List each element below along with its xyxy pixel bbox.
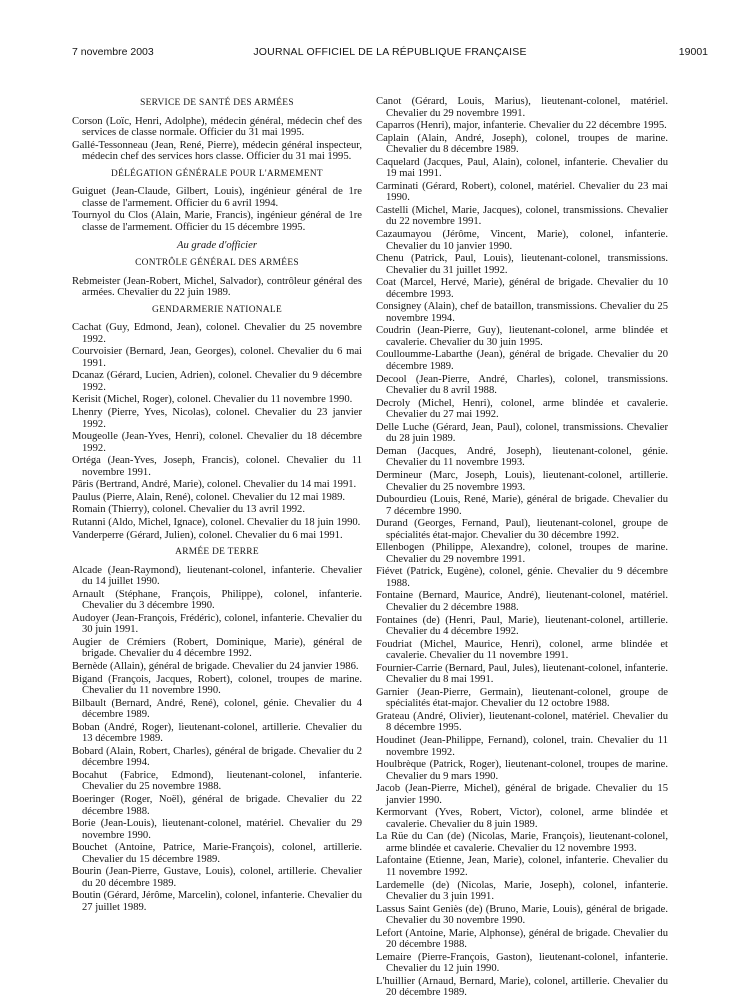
- decoration-entry: Augier de Crémiers (Robert, Dominique, Marie), général de brigade. Chevalier du 4 décembre 1992.: [72, 636, 362, 660]
- journal-title: JOURNAL OFFICIEL DE LA RÉPUBLIQUE FRANÇAISE: [253, 46, 527, 58]
- decoration-entry: Borie (Jean-Louis), lieutenant-colonel, matériel. Chevalier du 29 novembre 1990.: [72, 818, 362, 841]
- decoration-entry: Rebmeister (Jean-Robert, Michel, Salvador), contrôleur général des armées. Chevalier du 22 juin 1989.: [72, 275, 362, 299]
- decoration-entry: La Rüe du Can (de) (Nicolas, Marie, François), lieutenant-colonel, arme blindée et cavalerie. Chevalier du 12 novembre 1993.: [376, 831, 668, 854]
- decoration-entry: Paulus (Pierre, Alain, René), colonel. Chevalier du 12 mai 1989.: [72, 491, 346, 503]
- decoration-entry: Foudriat (Michel, Maurice, Henri), colonel, arme blindée et cavalerie. Chevalier du 11 novembre 1991.: [376, 638, 668, 662]
- decoration-entry: Guiguet (Jean-Claude, Gilbert, Louis), ingénieur général de 1re classe de l'armement. Officier du 6 avril 1994.: [72, 186, 362, 209]
- decoration-entry: Coulloumme-Labarthe (Jean), général de brigade. Chevalier du 20 décembre 1989.: [376, 349, 668, 373]
- decoration-entry: Jacob (Jean-Pierre, Michel), général de brigade. Chevalier du 15 janvier 1990.: [376, 783, 668, 806]
- decoration-entry: Caplain (Alain, André, Joseph), colonel, troupes de marine. Chevalier du 8 décembre 1989.: [376, 132, 668, 156]
- decoration-entry: Coudrin (Jean-Pierre, Guy), lieutenant-colonel, arme blindée et cavalerie. Chevalier du 30 juin 1995.: [376, 325, 668, 348]
- section-heading: CONTRÔLE GÉNÉRAL DES ARMÉES: [135, 258, 299, 269]
- decoration-entry: Corson (Loïc, Henri, Adolphe), médecin général, médecin chef des services de classe normale. Officier du 31 mai 1995.: [72, 115, 362, 139]
- decoration-entry: Consigney (Alain), chef de bataillon, transmissions. Chevalier du 25 novembre 1994.: [376, 301, 668, 324]
- grade-heading: Au grade d'officier: [177, 240, 257, 252]
- decoration-entry: Houlbrèque (Patrick, Roger), lieutenant-colonel, troupes de marine. Chevalier du 9 mars 1990.: [376, 759, 668, 782]
- decoration-entry: Garnier (Jean-Pierre, Germain), lieutenant-colonel, groupe de spécialités état-major. Chevalier du 12 octobre 1988.: [376, 686, 668, 710]
- decoration-entry: Fontaines (de) (Henri, Paul, Marie), lieutenant-colonel, artillerie. Chevalier du 4 décembre 1992.: [376, 614, 668, 638]
- page-header: [72, 46, 708, 62]
- decoration-entry: Bilbault (Bernard, André, René), colonel, génie. Chevalier du 4 décembre 1989.: [72, 697, 362, 721]
- decoration-entry: Arnault (Stéphane, François, Philippe), colonel, infanterie. Chevalier du 3 décembre 1990.: [72, 588, 362, 612]
- decoration-entry: Durand (Georges, Fernand, Paul), lieutenant-colonel, groupe de spécialités état-major. Chevalier du 30 décembre 1992.: [376, 518, 668, 541]
- decoration-entry: Boutin (Gérard, Jérôme, Marcelin), colonel, infanterie. Chevalier du 27 juillet 1989.: [72, 890, 362, 913]
- decoration-entry: Gallé-Tessonneau (Jean, René, Pierre), médecin général inspecteur, médecin chef des services hors classe. Officier du 31 mai 1995.: [72, 139, 362, 163]
- decoration-entry: Delle Luche (Gérard, Jean, Paul), colonel, transmissions. Chevalier du 28 juin 1989.: [376, 421, 668, 445]
- decoration-entry: Lemaire (Pierre-François, Gaston), lieutenant-colonel, infanterie. Chevalier du 12 juin 1990.: [376, 951, 668, 975]
- decoration-entry: Bouchet (Antoine, Patrice, Marie-François), colonel, artillerie. Chevalier du 15 décembre 1989.: [72, 842, 362, 865]
- section-heading: SERVICE DE SANTÉ DES ARMÉES: [140, 98, 294, 108]
- decoration-entry: Coat (Marcel, Hervé, Marie), général de brigade. Chevalier du 10 décembre 1993.: [376, 277, 668, 300]
- decoration-entry: Fontaine (Bernard, Maurice, André), lieutenant-colonel, matériel. Chevalier du 2 décembre 1988.: [376, 590, 668, 613]
- decoration-entry: Bourin (Jean-Pierre, Gustave, Louis), colonel, artillerie. Chevalier du 20 décembre 1989.: [72, 866, 362, 889]
- decoration-entry: Fiévet (Patrick, Eugène), colonel, génie. Chevalier du 9 décembre 1988.: [376, 566, 668, 589]
- decoration-entry: Pâris (Bertrand, André, Marie), colonel. Chevalier du 14 mai 1991.: [72, 479, 357, 491]
- decoration-entry: Cazaumayou (Jérôme, Vincent, Marie), colonel, infanterie. Chevalier du 10 janvier 1990.: [376, 229, 668, 252]
- decoration-entry: Bernède (Allain), général de brigade. Chevalier du 24 janvier 1986.: [72, 660, 359, 672]
- decoration-entry: Lardemelle (de) (Nicolas, Marie, Joseph), colonel, infanterie. Chevalier du 3 juin 1991.: [376, 879, 668, 903]
- decoration-entry: Rutanni (Aldo, Michel, Ignace), colonel. Chevalier du 18 juin 1990.: [72, 516, 361, 528]
- decoration-entry: L'huillier (Arnaud, Bernard, Marie), colonel, artillerie. Chevalier du 20 décembre 1989.: [376, 975, 668, 999]
- section-heading: ARMÉE DE TERRE: [175, 547, 259, 558]
- decoration-entry: Audoyer (Jean-François, Frédéric), colonel, infanterie. Chevalier du 30 juin 1991.: [72, 612, 362, 636]
- decoration-entry: Caparros (Henri), major, infanterie. Chevalier du 22 décembre 1995.: [376, 120, 667, 132]
- decoration-entry: Houdinet (Jean-Philippe, Fernand), colonel, train. Chevalier du 11 novembre 1992.: [376, 734, 668, 758]
- decoration-entry: Boeringer (Roger, Noël), général de brigade. Chevalier du 22 décembre 1988.: [72, 793, 362, 817]
- decoration-entry: Decool (Jean-Pierre, André, Charles), colonel, transmissions. Chevalier du 8 avril 1988.: [376, 373, 668, 397]
- decoration-entry: Bobard (Alain, Robert, Charles), général de brigade. Chevalier du 2 décembre 1994.: [72, 745, 362, 769]
- decoration-entry: Lafontaine (Etienne, Jean, Marie), colonel, infanterie. Chevalier du 11 novembre 1992.: [376, 855, 668, 878]
- decoration-entry: Dubourdieu (Louis, René, Marie), général de brigade. Chevalier du 7 décembre 1990.: [376, 494, 668, 517]
- decoration-entry: Lassus Saint Geniès (de) (Bruno, Marie, Louis), général de brigade. Chevalier du 30 novembre 1990.: [376, 903, 668, 927]
- decoration-entry: Cachat (Guy, Edmond, Jean), colonel. Chevalier du 25 novembre 1992.: [72, 322, 362, 345]
- decoration-entry: Deman (Jacques, André, Joseph), lieutenant-colonel, génie. Chevalier du 11 novembre 1993.: [376, 445, 668, 469]
- decoration-entry: Romain (Thierry), colonel. Chevalier du 13 avril 1992.: [72, 504, 306, 516]
- decoration-entry: Alcade (Jean-Raymond), lieutenant-colonel, infanterie. Chevalier du 14 juillet 1990.: [72, 564, 362, 588]
- decoration-entry: Kerisit (Michel, Roger), colonel. Chevalier du 11 novembre 1990.: [72, 394, 353, 406]
- decoration-entry: Courvoisier (Bernard, Jean, Georges), colonel. Chevalier du 6 mai 1991.: [72, 346, 362, 369]
- decoration-entry: Dcanaz (Gérard, Lucien, Adrien), colonel. Chevalier du 9 décembre 1992.: [72, 370, 362, 393]
- decoration-entry: Bocahut (Fabrice, Edmond), lieutenant-colonel, infanterie. Chevalier du 25 novembre 1988.: [72, 769, 362, 793]
- decoration-entry: Boban (André, Roger), lieutenant-colonel, artillerie. Chevalier du 13 décembre 1989.: [72, 721, 362, 745]
- decoration-entry: Lhenry (Pierre, Yves, Nicolas), colonel. Chevalier du 23 janvier 1992.: [72, 407, 362, 430]
- decoration-entry: Mougeolle (Jean-Yves, Henri), colonel. Chevalier du 18 décembre 1992.: [72, 431, 362, 454]
- page-number: 19001: [678, 46, 708, 58]
- decoration-entry: Ortéga (Jean-Yves, Joseph, Francis), colonel. Chevalier du 11 novembre 1991.: [72, 455, 362, 478]
- decoration-entry: Ellenbogen (Philippe, Alexandre), colonel, troupes de marine. Chevalier du 29 novembre 1991.: [376, 542, 668, 565]
- decoration-entry: Carminati (Gérard, Robert), colonel, matériel. Chevalier du 23 mai 1990.: [376, 180, 668, 204]
- decoration-entry: Dermineur (Marc, Joseph, Louis), lieutenant-colonel, artillerie. Chevalier du 25 novembre 1993.: [376, 469, 668, 493]
- left-column: [72, 96, 362, 914]
- section-heading: GENDARMERIE NATIONALE: [152, 304, 282, 315]
- decoration-entry: Caquelard (Jacques, Paul, Alain), colonel, infanterie. Chevalier du 19 mai 1991.: [376, 156, 668, 180]
- issue-date: 7 novembre 2003: [72, 46, 154, 58]
- decoration-entry: Fournier-Carrie (Bernard, Paul, Jules), lieutenant-colonel, infanterie. Chevalier du 8 mai 1991.: [376, 662, 668, 686]
- decoration-entry: Grateau (André, Olivier), lieutenant-colonel, matériel. Chevalier du 8 décembre 1995.: [376, 710, 668, 734]
- decoration-entry: Bigand (François, Jacques, Robert), colonel, troupes de marine. Chevalier du 11 novembre 1990.: [72, 673, 362, 697]
- decoration-entry: Kermorvant (Yves, Robert, Victor), colonel, arme blindée et cavalerie. Chevalier du 8 juin 1989.: [376, 807, 668, 830]
- decoration-entry: Chenu (Patrick, Paul, Louis), lieutenant-colonel, transmissions. Chevalier du 31 juillet 1992.: [376, 253, 668, 276]
- right-column: [376, 96, 668, 1000]
- decoration-entry: Lefort (Antoine, Marie, Alphonse), général de brigade. Chevalier du 20 décembre 1988.: [376, 927, 668, 951]
- decoration-entry: Tournyol du Clos (Alain, Marie, Francis), ingénieur général de 1re classe de l'armement. Officier du 15 décembre 1995.: [72, 210, 362, 233]
- decoration-entry: Castelli (Michel, Marie, Jacques), colonel, transmissions. Chevalier du 22 novembre 1991.: [376, 204, 668, 228]
- section-heading: DÉLÉGATION GÉNÉRALE POUR L'ARMEMENT: [111, 168, 323, 179]
- decoration-entry: Decroly (Michel, Henri), colonel, arme blindée et cavalerie. Chevalier du 27 mai 1992.: [376, 397, 668, 421]
- decoration-entry: Canot (Gérard, Louis, Marius), lieutenant-colonel, matériel. Chevalier du 29 novembre 1991.: [376, 96, 668, 119]
- decoration-entry: Vanderperre (Gérard, Julien), colonel. Chevalier du 6 mai 1991.: [72, 529, 343, 541]
